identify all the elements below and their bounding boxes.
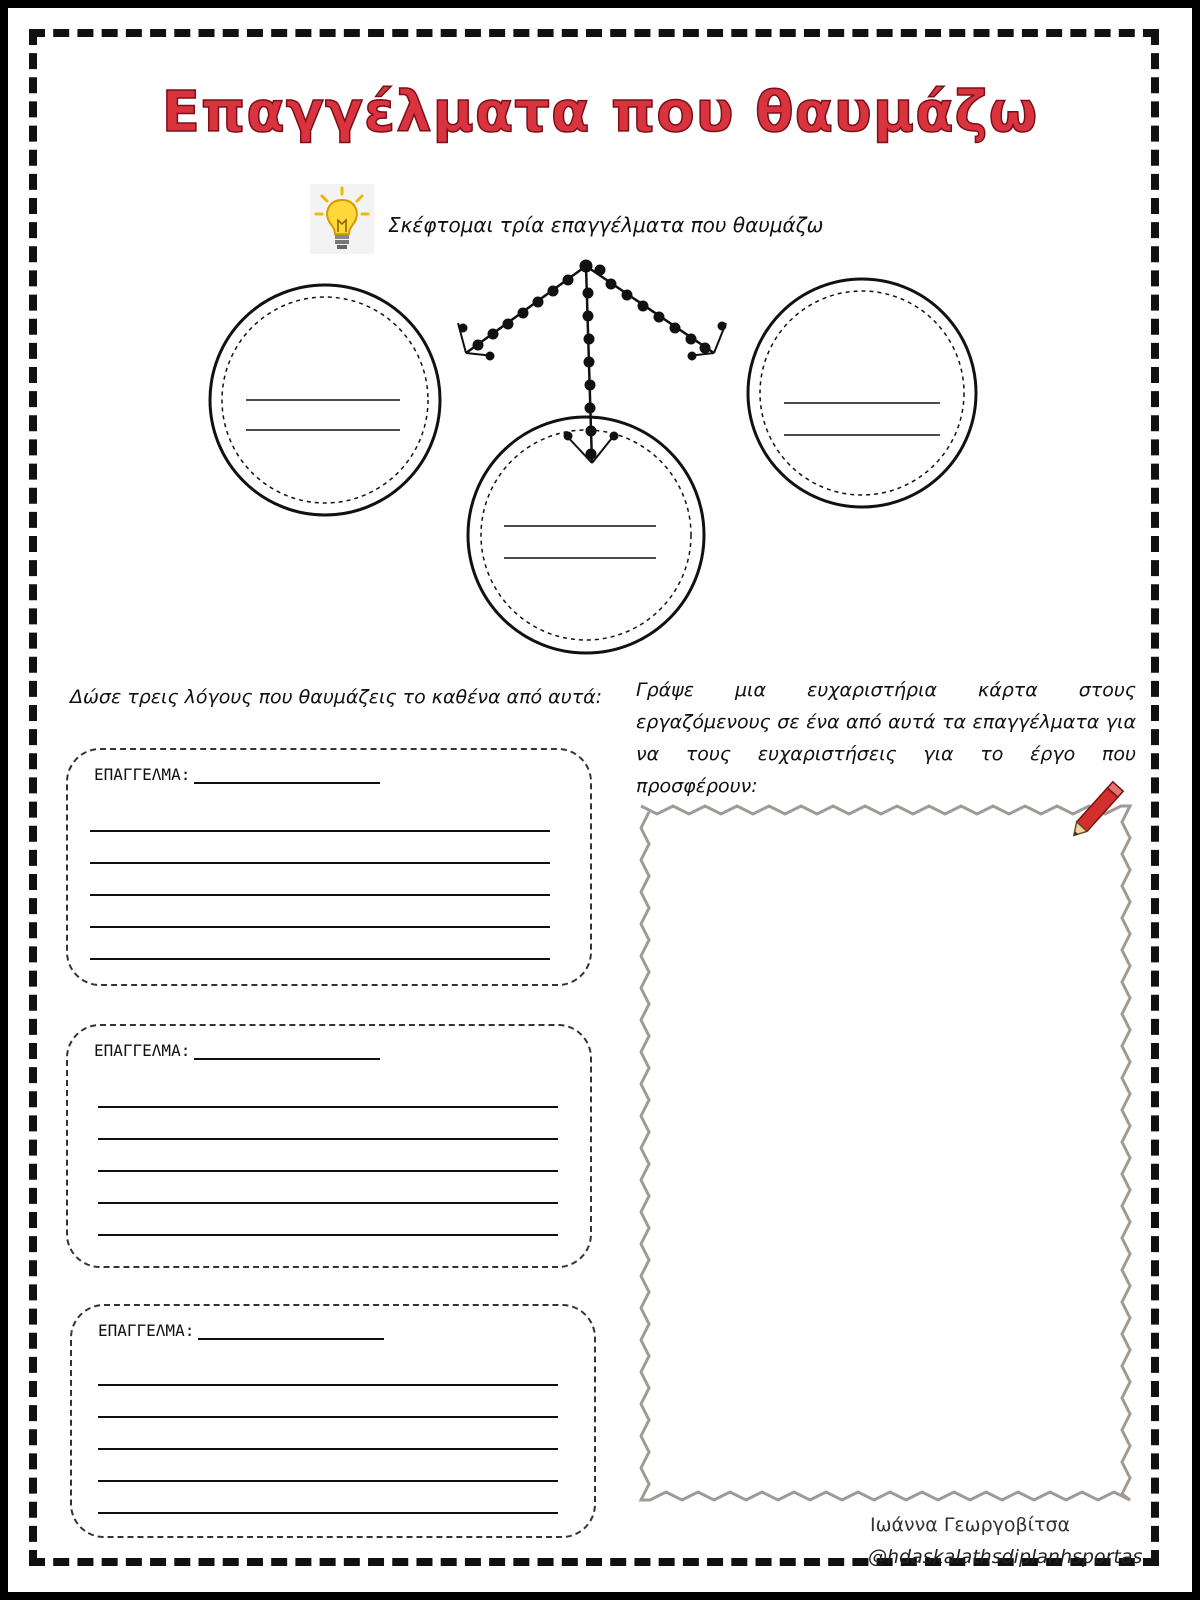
- reason-line[interactable]: [90, 894, 550, 896]
- author-credit: Ιωάννα Γεωργοβίτσα: [870, 1514, 1071, 1536]
- profession-label: ΕΠΑΓΓΕΛΜΑ:: [94, 1041, 191, 1060]
- profession-card-2: [66, 1024, 592, 1268]
- profession-circle-right: [748, 279, 976, 507]
- three-circles-diagram: [8, 8, 1192, 708]
- reason-line[interactable]: [98, 1234, 558, 1236]
- reason-line[interactable]: [98, 1448, 558, 1450]
- profession-label: ΕΠΑΓΓΕΛΜΑ:: [98, 1321, 195, 1340]
- reason-line[interactable]: [90, 958, 550, 960]
- reason-line[interactable]: [90, 830, 550, 832]
- profession-blank[interactable]: [194, 764, 380, 784]
- reason-line[interactable]: [98, 1202, 558, 1204]
- profession-field[interactable]: [94, 1040, 380, 1060]
- pencil-icon: [1060, 768, 1140, 848]
- page-title: Επαγγέλματα που θαυμάζω: [161, 80, 1039, 145]
- profession-card-3: [70, 1304, 596, 1538]
- profession-label: ΕΠΑΓΓΕΛΜΑ:: [94, 765, 191, 784]
- reason-line[interactable]: [98, 1512, 558, 1514]
- profession-field[interactable]: [94, 764, 380, 784]
- reason-line[interactable]: [98, 1416, 558, 1418]
- reason-line[interactable]: [98, 1138, 558, 1140]
- reason-line[interactable]: [90, 926, 550, 928]
- thank-you-card-area[interactable]: [633, 798, 1138, 1508]
- profession-field[interactable]: [98, 1320, 384, 1340]
- profession-card-1: [66, 748, 592, 986]
- reason-line[interactable]: [98, 1106, 558, 1108]
- reason-line[interactable]: [98, 1170, 558, 1172]
- prompt-text: Σκέφτομαι τρία επαγγέλματα που θαυμάζω: [388, 213, 824, 237]
- reasons-instruction: Δώσε τρεις λόγους που θαυμάζεις το καθένα από αυτά:: [70, 686, 603, 708]
- profession-circle-left: [210, 285, 440, 515]
- profession-blank[interactable]: [194, 1040, 380, 1060]
- reason-line[interactable]: [98, 1480, 558, 1482]
- author-handle: @hdaskalathsdiplanhsportas: [868, 1546, 1143, 1568]
- beaded-arrows: [458, 260, 726, 463]
- profession-blank[interactable]: [198, 1320, 384, 1340]
- reason-line[interactable]: [98, 1384, 558, 1386]
- worksheet-page: [8, 8, 1192, 1592]
- thank-you-card-instruction: Γράψε μια ευχαριστήρια κάρτα στους εργαζόμενους σε ένα από αυτά τα επαγγέλματα για να τους ευχαριστήσεις για το έργο που προσφέρουν:: [636, 679, 1136, 797]
- reason-line[interactable]: [90, 862, 550, 864]
